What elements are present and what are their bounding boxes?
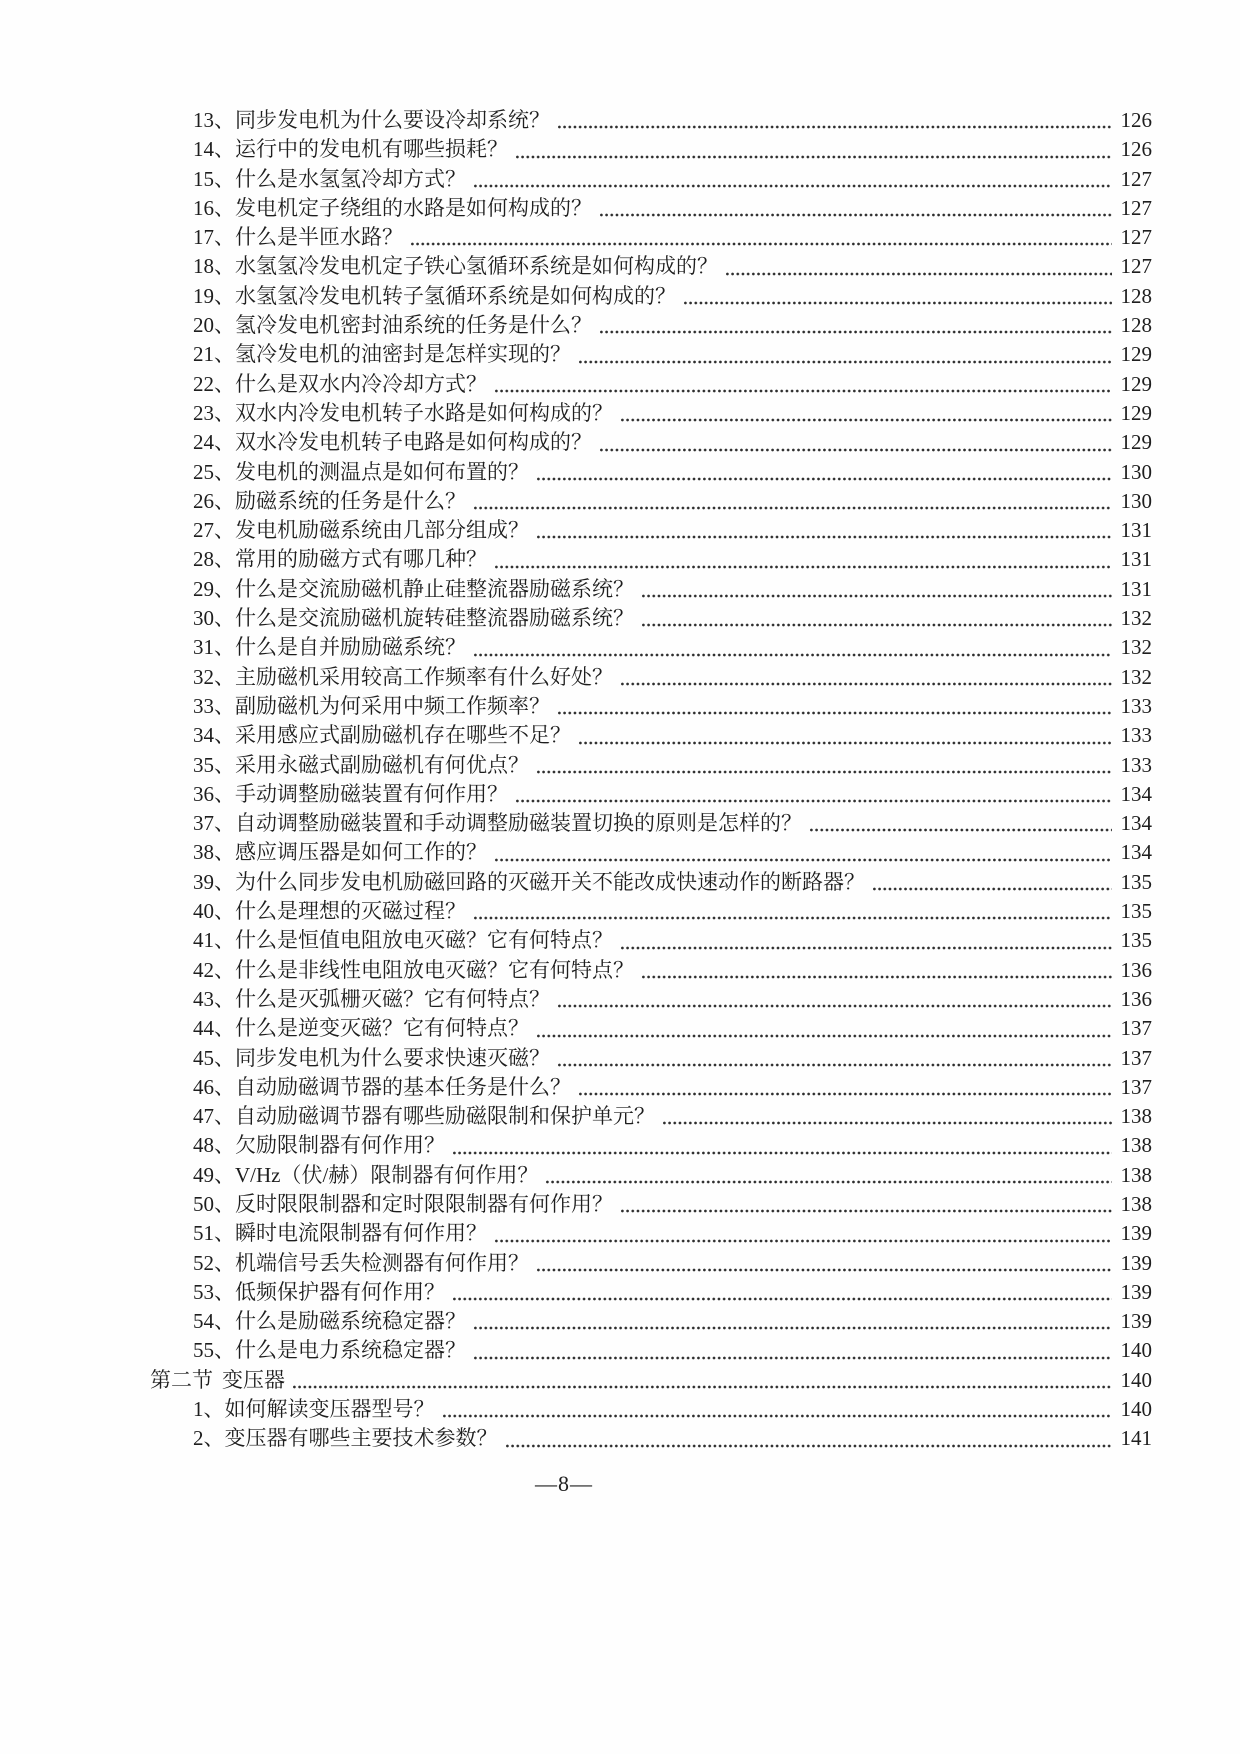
toc-entry-number: 41、 <box>193 928 235 953</box>
toc-row <box>150 1131 1152 1160</box>
toc-entry-number: 25、 <box>193 459 235 484</box>
toc-page-number: 139 <box>1120 1250 1152 1275</box>
dot-leader <box>558 1063 1112 1067</box>
dot-leader <box>495 565 1112 569</box>
toc-entry-title: 发电机定子绕组的水路是如何构成的？ <box>235 195 592 220</box>
toc-page-number: 131 <box>1120 518 1152 543</box>
toc-entry-number: 37、 <box>193 811 235 836</box>
toc-row <box>150 897 1152 926</box>
toc-entry-title: 氢冷发电机密封油系统的任务是什么？ <box>235 313 592 338</box>
toc-entry-number: 42、 <box>193 957 235 982</box>
toc-row <box>150 1278 1152 1307</box>
dot-leader <box>474 1326 1112 1330</box>
dot-leader <box>411 242 1112 246</box>
toc-entry-number: 17、 <box>193 225 235 250</box>
toc-entry-number: 24、 <box>193 430 235 455</box>
dot-leader <box>642 594 1112 598</box>
toc-entry-title: 瞬时电流限制器有何作用？ <box>235 1221 487 1246</box>
toc-page-number: 139 <box>1120 1279 1152 1304</box>
toc-row <box>150 721 1152 750</box>
toc-entry-number: 47、 <box>193 1104 235 1129</box>
toc-entry-number: 26、 <box>193 488 235 513</box>
toc-entry-number: 52、 <box>193 1250 235 1275</box>
toc-row <box>150 135 1152 164</box>
toc-entry-number: 2、 <box>193 1426 225 1451</box>
toc-row <box>150 868 1152 897</box>
toc-entry-title: 主励磁机采用较高工作频率有什么好处？ <box>235 664 613 689</box>
toc-row <box>150 1366 1152 1395</box>
toc-row <box>150 458 1152 487</box>
toc-entry-number: 31、 <box>193 635 235 660</box>
dot-leader <box>506 1444 1113 1448</box>
toc-row <box>150 252 1152 281</box>
dot-leader <box>600 448 1112 452</box>
toc-entry-number: 32、 <box>193 664 235 689</box>
toc-entry-title: 副励磁机为何采用中频工作频率？ <box>235 693 550 718</box>
toc-entry-title: 同步发电机为什么要设冷却系统？ <box>235 108 550 132</box>
toc-row <box>150 1424 1152 1453</box>
toc-entry-number: 29、 <box>193 576 235 601</box>
toc-page-number: 138 <box>1120 1133 1152 1158</box>
toc-page-number: 128 <box>1120 283 1152 308</box>
dot-leader <box>600 213 1112 217</box>
toc-page-number: 134 <box>1120 781 1152 806</box>
dot-leader <box>621 418 1112 422</box>
toc-entry-title: 什么是双水内冷冷却方式？ <box>235 371 487 396</box>
dot-leader <box>558 125 1112 129</box>
dot-leader <box>474 184 1112 188</box>
dot-leader <box>579 360 1112 364</box>
toc-page-number: 128 <box>1120 313 1152 338</box>
toc-page-number: 140 <box>1120 1338 1152 1363</box>
toc-page-number: 130 <box>1120 488 1152 513</box>
dot-leader <box>621 682 1112 686</box>
toc-page-number: 140 <box>1120 1397 1152 1422</box>
toc-entry-title: 机端信号丢失检测器有何作用？ <box>235 1250 529 1275</box>
toc-page-number: 129 <box>1120 371 1152 396</box>
dot-leader <box>474 1356 1112 1360</box>
toc-page-number: 135 <box>1120 869 1152 894</box>
toc-row <box>150 487 1152 516</box>
toc-entry-number: 39、 <box>193 869 235 894</box>
toc-row <box>150 370 1152 399</box>
toc-entry-title: 什么是恒值电阻放电灭磁？它有何特点？ <box>235 928 613 953</box>
toc-page-number: 140 <box>1120 1367 1152 1392</box>
toc-row <box>150 1044 1152 1073</box>
toc-page-number: 136 <box>1120 957 1152 982</box>
toc-entry-title: 运行中的发电机有哪些损耗？ <box>235 137 508 162</box>
toc-entry-title: 双水内冷发电机转子水路是如何构成的？ <box>235 400 613 425</box>
toc-page-number: 134 <box>1120 811 1152 836</box>
toc-entry-number: 46、 <box>193 1074 235 1099</box>
toc-entry-number: 19、 <box>193 283 235 308</box>
toc-row <box>150 1307 1152 1336</box>
toc-entry-title: V/Hz（伏/赫）限制器有何作用？ <box>235 1162 539 1187</box>
toc-row <box>150 575 1152 604</box>
toc-entry-number: 54、 <box>193 1309 235 1334</box>
toc-page-number: 127 <box>1120 195 1152 220</box>
toc-row <box>150 1219 1152 1248</box>
toc-page-number: 131 <box>1120 547 1152 572</box>
toc-entry-title: 发电机的测温点是如何布置的？ <box>235 459 529 484</box>
dot-leader <box>642 623 1112 627</box>
toc-entry-title: 手动调整励磁装置有何作用？ <box>235 781 508 806</box>
toc-entry-number: 13、 <box>193 108 235 132</box>
dot-leader <box>621 1209 1112 1213</box>
toc-page-number: 137 <box>1120 1045 1152 1070</box>
toc-entry-title: 什么是电力系统稳定器？ <box>235 1338 466 1363</box>
toc-row <box>150 926 1152 955</box>
dot-leader <box>516 155 1112 159</box>
page-footer-number: —8— <box>535 1471 593 1496</box>
dot-leader <box>453 1297 1112 1301</box>
toc-entry-number: 35、 <box>193 752 235 777</box>
toc-entry-title: 自动励磁调节器有哪些励磁限制和保护单元？ <box>235 1104 655 1129</box>
toc-entry-title: 什么是逆变灭磁？它有何特点？ <box>235 1016 529 1041</box>
toc-row <box>150 956 1152 985</box>
toc-row <box>150 428 1152 457</box>
toc-entry-number: 22、 <box>193 371 235 396</box>
toc-entry-number: 34、 <box>193 723 235 748</box>
toc-entry-number: 30、 <box>193 606 235 631</box>
toc-entry-number: 45、 <box>193 1045 235 1070</box>
toc-row <box>150 1073 1152 1102</box>
toc-entry-title: 双水冷发电机转子电路是如何构成的？ <box>235 430 592 455</box>
dot-leader <box>810 828 1112 832</box>
toc-page-number: 126 <box>1120 108 1152 132</box>
toc-entry-title: 水氢氢冷发电机转子氢循环系统是如何构成的？ <box>235 283 676 308</box>
dot-leader <box>495 858 1112 862</box>
toc-entry-title: 为什么同步发电机励磁回路的灭磁开关不能改成快速动作的断路器？ <box>235 869 865 894</box>
toc-page-number: 135 <box>1120 928 1152 953</box>
dot-leader <box>537 477 1112 481</box>
toc-page-number: 127 <box>1120 166 1152 191</box>
toc-entry-number: 28、 <box>193 547 235 572</box>
toc-row <box>150 1102 1152 1131</box>
toc-page-number: 133 <box>1120 693 1152 718</box>
toc-entry-number: 第二节 <box>150 1367 213 1392</box>
toc-page-number: 132 <box>1120 635 1152 660</box>
toc-row <box>150 780 1152 809</box>
toc-entry-title: 发电机励磁系统由几部分组成？ <box>235 518 529 543</box>
toc-row <box>150 751 1152 780</box>
toc-page-number: 138 <box>1120 1104 1152 1129</box>
toc-entry-number: 53、 <box>193 1279 235 1304</box>
toc-entry-title: 什么是非线性电阻放电灭磁？它有何特点？ <box>235 957 634 982</box>
toc-entry-title: 变压器 <box>222 1367 285 1392</box>
toc-page-number: 141 <box>1120 1426 1152 1451</box>
toc-page-number: 129 <box>1120 342 1152 367</box>
toc-row <box>150 1249 1152 1278</box>
toc-entry-title: 自动励磁调节器的基本任务是什么？ <box>235 1074 571 1099</box>
toc-entry-number: 50、 <box>193 1191 235 1216</box>
dot-leader <box>642 975 1112 979</box>
toc-row <box>150 545 1152 574</box>
dot-leader <box>558 1004 1112 1008</box>
toc-entry-number: 27、 <box>193 518 235 543</box>
dot-leader <box>474 653 1112 657</box>
toc-entry-number: 23、 <box>193 400 235 425</box>
dot-leader <box>537 1034 1112 1038</box>
dot-leader <box>546 1180 1112 1184</box>
toc-page-number: 132 <box>1120 664 1152 689</box>
toc-page-number: 129 <box>1120 400 1152 425</box>
toc-row <box>150 223 1152 252</box>
dot-leader <box>600 330 1112 334</box>
toc-entry-title: 反时限限制器和定时限限制器有何作用？ <box>235 1191 613 1216</box>
toc-entry-number: 48、 <box>193 1133 235 1158</box>
toc-page-number: 126 <box>1120 137 1152 162</box>
toc-entry-number: 51、 <box>193 1221 235 1246</box>
toc-row <box>150 633 1152 662</box>
toc-page-number: 129 <box>1120 430 1152 455</box>
toc-row <box>150 282 1152 311</box>
dot-leader <box>663 1121 1112 1125</box>
toc-entry-title: 氢冷发电机的油密封是怎样实现的？ <box>235 342 571 367</box>
dot-leader <box>726 272 1112 276</box>
dot-leader <box>495 1239 1112 1243</box>
toc-entry-number: 18、 <box>193 254 235 279</box>
toc-page-number: 134 <box>1120 840 1152 865</box>
toc-entry-number: 33、 <box>193 693 235 718</box>
toc-page-number: 139 <box>1120 1309 1152 1334</box>
dot-leader <box>537 770 1112 774</box>
toc-entry-number: 1、 <box>193 1397 225 1422</box>
toc-entry-title: 水氢氢冷发电机定子铁心氢循环系统是如何构成的？ <box>235 254 718 279</box>
toc-entry-title: 什么是水氢氢冷却方式？ <box>235 166 466 191</box>
toc-entry-title: 什么是灭弧栅灭磁？它有何特点？ <box>235 986 550 1011</box>
toc-page-number: 138 <box>1120 1191 1152 1216</box>
dot-leader <box>516 799 1112 803</box>
toc-page-number: 136 <box>1120 986 1152 1011</box>
dot-leader <box>579 741 1112 745</box>
dot-leader <box>579 1092 1112 1096</box>
toc-row <box>150 1336 1152 1365</box>
toc-page-number: 133 <box>1120 723 1152 748</box>
toc-entry-title: 什么是自并励励磁系统？ <box>235 635 466 660</box>
toc-entry-title: 变压器有哪些主要技术参数？ <box>224 1426 498 1451</box>
toc-row <box>150 311 1152 340</box>
toc-page-number: 127 <box>1120 225 1152 250</box>
toc-row <box>150 663 1152 692</box>
toc-entry-title: 欠励限制器有何作用？ <box>235 1133 445 1158</box>
dot-leader <box>495 389 1112 393</box>
toc-row <box>150 692 1152 721</box>
toc-entry-title: 低频保护器有何作用？ <box>235 1279 445 1304</box>
dot-leader <box>873 887 1112 891</box>
toc-page-number: 132 <box>1120 606 1152 631</box>
toc-entry-title: 什么是交流励磁机旋转硅整流器励磁系统？ <box>235 606 634 631</box>
dot-leader <box>684 301 1112 305</box>
dot-leader <box>453 1151 1112 1155</box>
toc-row <box>150 604 1152 633</box>
toc-row <box>150 1395 1152 1424</box>
toc-entry-title: 常用的励磁方式有哪几种？ <box>235 547 487 572</box>
toc-page-number: 139 <box>1120 1221 1152 1246</box>
toc-row <box>150 838 1152 867</box>
dot-leader <box>537 535 1112 539</box>
toc-entry-number: 49、 <box>193 1162 235 1187</box>
toc-row <box>150 1190 1152 1219</box>
dot-leader <box>474 916 1112 920</box>
toc-entry-number: 16、 <box>193 195 235 220</box>
toc-entry-number: 20、 <box>193 313 235 338</box>
toc-entry-title: 自动调整励磁装置和手动调整励磁装置切换的原则是怎样的？ <box>235 811 802 836</box>
dot-leader <box>474 506 1112 510</box>
toc-row <box>150 106 1152 135</box>
toc-page-number: 127 <box>1120 254 1152 279</box>
toc-entry-number: 43、 <box>193 986 235 1011</box>
dot-leader <box>537 1268 1112 1272</box>
toc-entry-title: 采用永磁式副励磁机有何优点？ <box>235 752 529 777</box>
toc-entry-title: 励磁系统的任务是什么？ <box>235 488 466 513</box>
toc-entry-title: 什么是交流励磁机静止硅整流器励磁系统？ <box>235 576 634 601</box>
toc-entry-number: 36、 <box>193 781 235 806</box>
dot-leader <box>443 1414 1113 1418</box>
toc-row <box>150 340 1152 369</box>
toc-entry-title: 同步发电机为什么要求快速灭磁？ <box>235 1045 550 1070</box>
toc-entry-number: 55、 <box>193 1338 235 1363</box>
toc-page-number: 130 <box>1120 459 1152 484</box>
toc-row <box>150 399 1152 428</box>
table-of-contents <box>0 106 1240 1454</box>
toc-row <box>150 1014 1152 1043</box>
toc-page-number: 137 <box>1120 1016 1152 1041</box>
toc-row <box>150 985 1152 1014</box>
toc-row <box>150 516 1152 545</box>
toc-row <box>150 1161 1152 1190</box>
toc-entry-title: 如何解读变压器型号？ <box>224 1397 435 1422</box>
toc-entry-title: 什么是理想的灭磁过程？ <box>235 899 466 924</box>
toc-entry-title: 什么是半匝水路？ <box>235 225 403 250</box>
toc-row <box>150 165 1152 194</box>
toc-page-number: 138 <box>1120 1162 1152 1187</box>
toc-page-number: 135 <box>1120 899 1152 924</box>
toc-entry-title: 感应调压器是如何工作的？ <box>235 840 487 865</box>
toc-entry-number: 14、 <box>193 137 235 162</box>
toc-entry-number: 15、 <box>193 166 235 191</box>
toc-entry-title: 什么是励磁系统稳定器？ <box>235 1309 466 1334</box>
toc-entry-number: 44、 <box>193 1016 235 1041</box>
toc-entry-title: 采用感应式副励磁机存在哪些不足？ <box>235 723 571 748</box>
toc-entry-number: 21、 <box>193 342 235 367</box>
toc-page-number: 137 <box>1120 1074 1152 1099</box>
toc-row <box>150 809 1152 838</box>
toc-page-number: 131 <box>1120 576 1152 601</box>
toc-entry-number: 40、 <box>193 899 235 924</box>
toc-entry-number: 38、 <box>193 840 235 865</box>
dot-leader <box>558 711 1112 715</box>
toc-page-number: 133 <box>1120 752 1152 777</box>
dot-leader <box>621 946 1112 950</box>
toc-row <box>150 194 1152 223</box>
dot-leader <box>293 1385 1112 1389</box>
